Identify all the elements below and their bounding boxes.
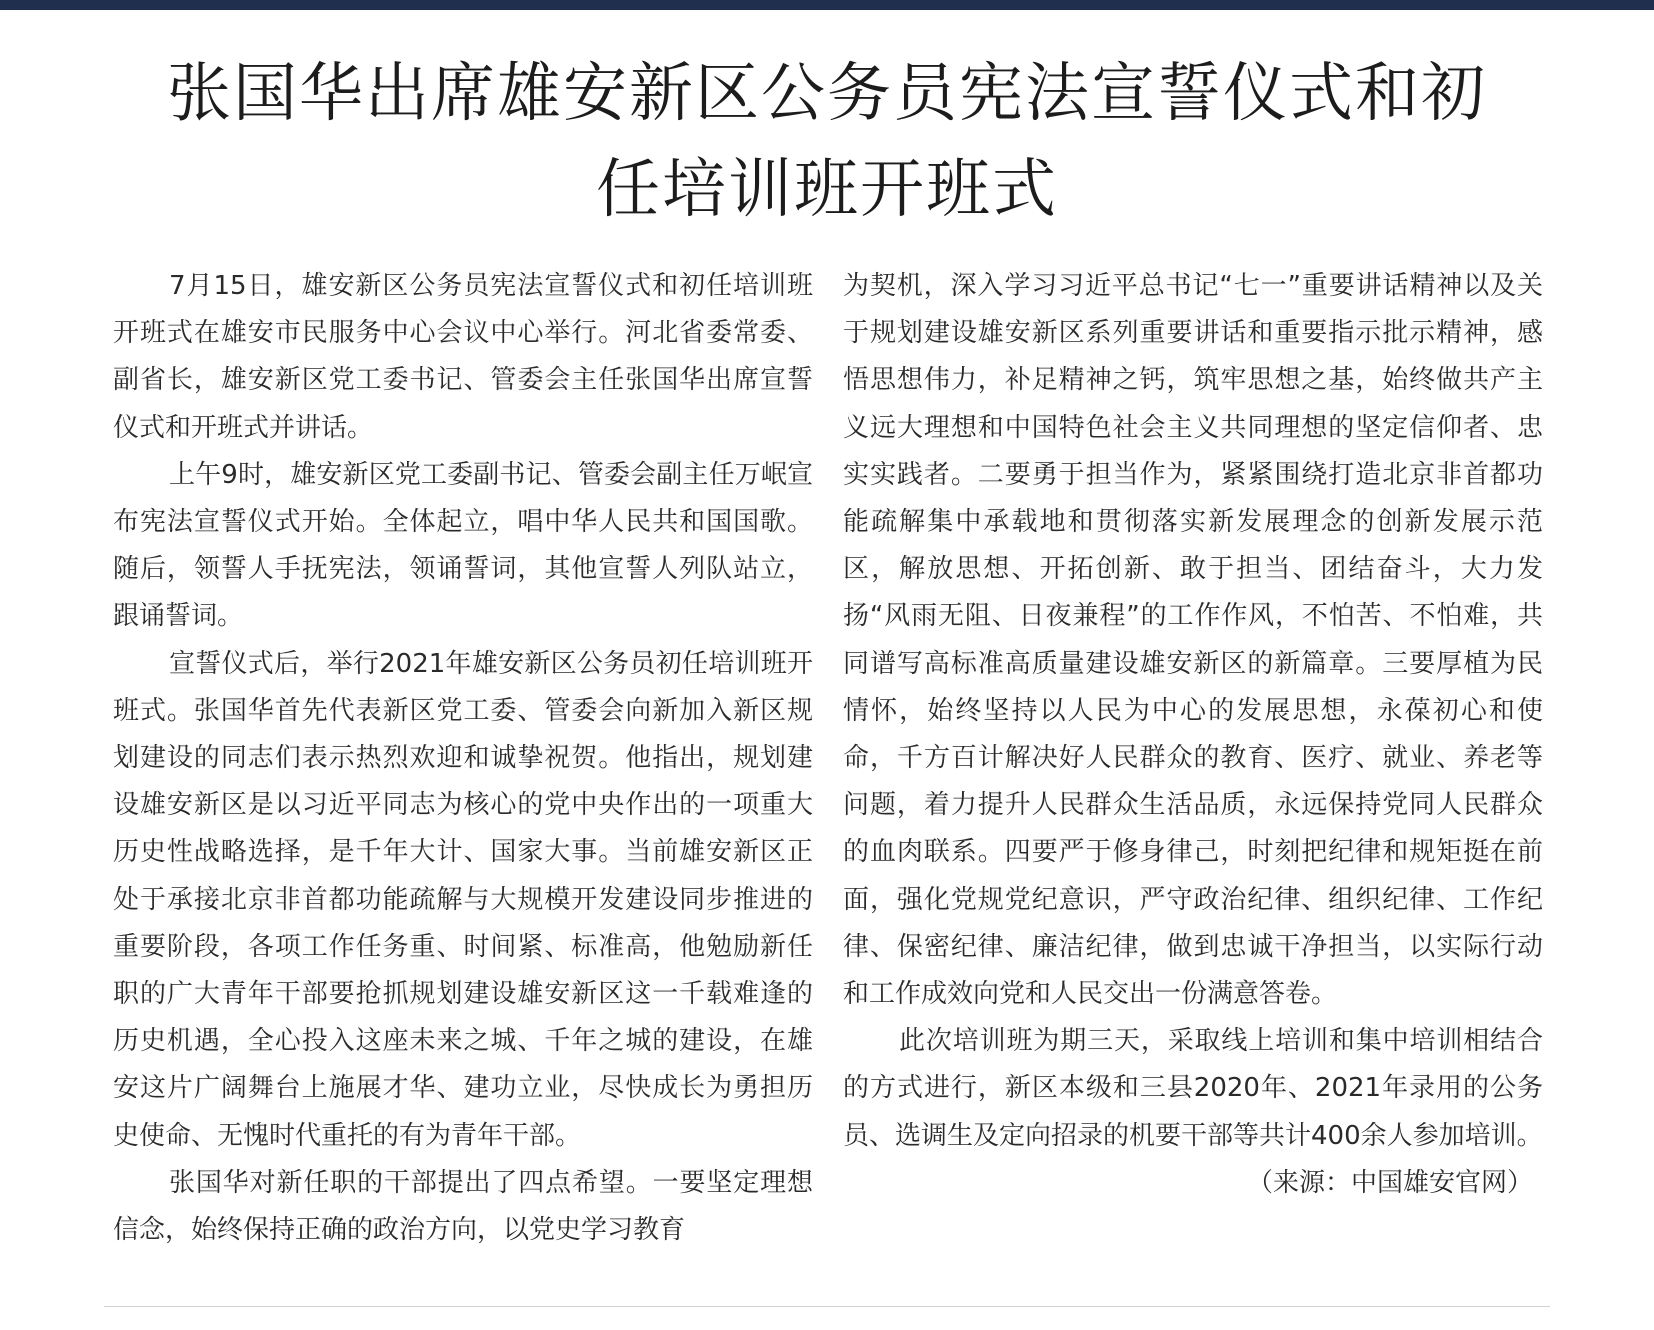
paragraph-2: 上午9时，雄安新区党工委副书记、管委会副主任万岷宣布宪法宣誓仪式开始。全体起立，唱中华人民共和国国歌。随后，领誓人手抚宪法，领诵誓词，其他宣誓人列队站立，跟诵誓词。 <box>113 459 813 632</box>
bottom-divider <box>104 1306 1550 1307</box>
article-column-left <box>113 263 813 1254</box>
paragraph-4-continued: 为契机，深入学习习近平总书记“七一”重要讲话精神以及关于规划建设雄安新区系列重要讲话和重要指示批示精神，感悟思想伟力，补足精神之钙，筑牢思想之基，始终做共产主义远大理想和中国特色社会主义共同理想的坚定信仰者、忠实实践者。二要勇于担当作为，紧紧围绕打造北京非首都功能疏解集中承载地和贯彻落实新发展理念的创新发展示范区，解放思想、开拓创新、敢于担当、团结奋斗，大力发扬“风雨无阻、日夜兼程”的工作作风，不怕苦、不怕难，共同谱写高标准高质量建设雄安新区的新篇章。三要厚植为民情怀，始终坚持以人民为中心的发展思想，永葆初心和使命，千方百计解决好人民群众的教育、医疗、就业、养老等问题，着力提升人民群众生活品质，永远保持党同人民群众的血肉联系。四要严于修身律己，时刻把纪律和规矩挺在前面，强化党规党纪意识，严守政治纪律、组织纪律、工作纪律、保密纪律、廉洁纪律，做到忠诚干净担当，以实际行动和工作成效向党和人民交出一份满意答卷。 <box>843 271 1543 1010</box>
paragraph-3: 宣誓仪式后，举行2021年雄安新区公务员初任培训班开班式。张国华首先代表新区党工委、管委会向新加入新区规划建设的同志们表示热烈欢迎和诚挚祝贺。他指出，规划建设雄安新区是以习近平同志为核心的党中央作出的一项重大历史性战略选择，是千年大计、国家大事。当前雄安新区正处于承接北京非首都功能疏解与大规模开发建设同步推进的重要阶段，各项工作任务重、时间紧、标准高，他勉励新任职的广大青年干部要抢抓规划建设雄安新区这一千载难逢的历史机遇，全心投入这座未来之城、千年之城的建设，在雄安这片广阔舞台上施展才华、建功立业，尽快成长为勇担历史使命、无愧时代重托的有为青年干部。 <box>113 648 813 1151</box>
article-source: （来源：中国雄安官网） <box>1246 1167 1533 1198</box>
paragraph-1: 7月15日，雄安新区公务员宪法宣誓仪式和初任培训班开班式在雄安市民服务中心会议中心举行。河北省委常委、副省长，雄安新区党工委书记、管委会主任张国华出席宣誓仪式和开班式并讲话。 <box>113 271 813 443</box>
article-title-line2: 任培训班开班式 <box>596 153 1058 227</box>
paragraph-4-start: 张国华对新任职的干部提出了四点希望。一要坚定理想信念，始终保持正确的政治方向，以党史学习教育 <box>113 1167 813 1246</box>
top-banner-bar <box>0 0 1654 10</box>
paragraph-5: 此次培训班为期三天，采取线上培训和集中培训相结合的方式进行，新区本级和三县2020年、2021年录用的公务员、选调生及定向招录的机要干部等共计400余人参加培训。 <box>843 1026 1543 1151</box>
article-column-right <box>843 263 1543 1207</box>
article-title-line1: 张国华出席雄安新区公务员宪法宣誓仪式和初 <box>167 57 1487 131</box>
article-title <box>110 46 1544 238</box>
